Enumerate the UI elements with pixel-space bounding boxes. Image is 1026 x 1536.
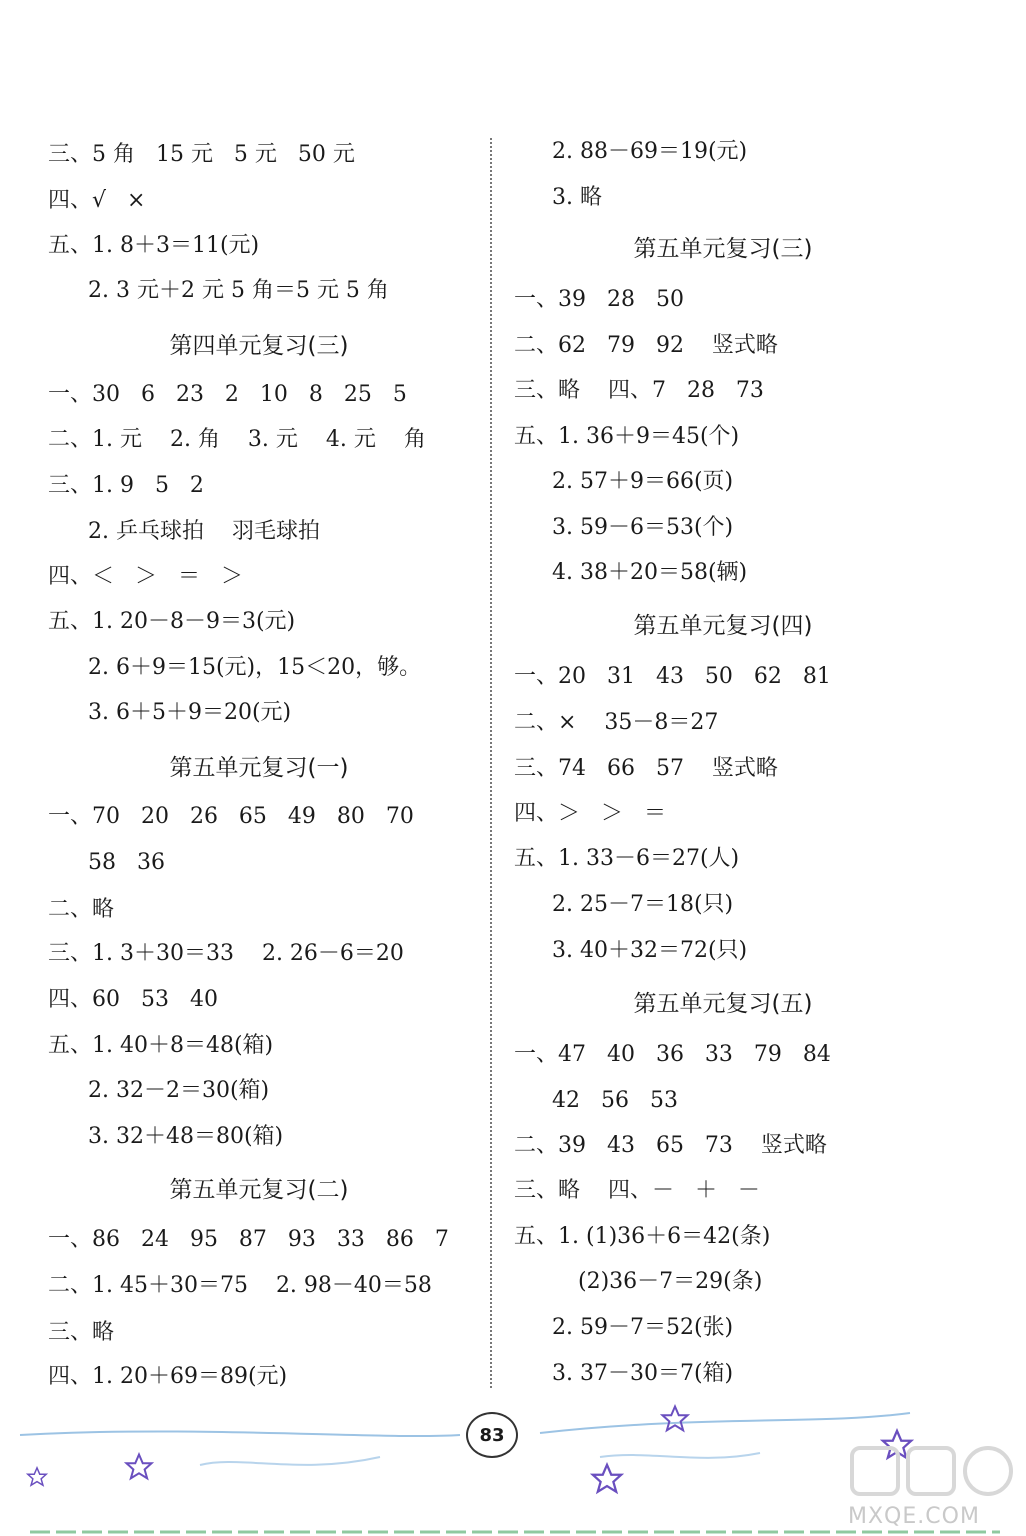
answer-line: 五、1. 8＋3＝11(元) (48, 233, 260, 258)
answer-line: 一、39 28 50 (514, 287, 684, 312)
answer-line: (2)36－7＝29(条) (578, 1269, 763, 1294)
answer-line: 三、74 66 57 竖式略 (514, 756, 778, 781)
star-icon (660, 1404, 690, 1434)
answer-line: 五、1. 36＋9＝45(个) (514, 424, 740, 449)
column-divider (490, 138, 492, 1388)
answer-line: 二、62 79 92 竖式略 (514, 333, 778, 358)
section-heading: 第五单元复习(一) (169, 755, 349, 781)
answer-line: 四、60 53 40 (48, 987, 218, 1012)
answer-line: 2. 59－7＝52(张) (552, 1315, 734, 1340)
answer-line: 2. 57＋9＝66(页) (552, 469, 734, 494)
answer-line: 一、86 24 95 87 93 33 86 7 (48, 1227, 449, 1252)
answer-line: 三、1. 3＋30＝33 2. 26－6＝20 (48, 941, 404, 966)
answer-line: 五、1. 40＋8＝48(箱) (48, 1033, 274, 1058)
answer-line: 四、√ × (48, 188, 146, 213)
answer-line: 2. 32－2＝30(箱) (88, 1078, 270, 1103)
answer-line: 二、1. 元 2. 角 3. 元 4. 元 角 (48, 427, 426, 452)
answer-line: 五、1. (1)36＋6＝42(条) (514, 1224, 771, 1249)
answer-line: 三、1. 9 5 2 (48, 473, 204, 498)
star-icon (26, 1466, 48, 1488)
answer-line: 三、5 角 15 元 5 元 50 元 (48, 142, 355, 167)
answer-line: 三、略 四、7 28 73 (514, 378, 764, 403)
answer-line: 3. 略 (552, 185, 602, 210)
answer-line: 三、略 (48, 1320, 115, 1345)
section-heading: 第四单元复习(三) (169, 333, 349, 359)
answer-line: 四、1. 20＋69＝89(元) (48, 1364, 288, 1389)
answer-line: 3. 40＋32＝72(只) (552, 938, 748, 963)
answer-line: 42 56 53 (552, 1088, 678, 1113)
answer-line: 二、略 (48, 897, 115, 922)
answer-line: 58 36 (88, 850, 165, 875)
section-heading: 第五单元复习(五) (633, 991, 813, 1017)
answer-line: 二、39 43 65 73 竖式略 (514, 1133, 827, 1158)
answer-line: 3. 32＋48＝80(箱) (88, 1124, 284, 1149)
section-heading: 第五单元复习(二) (169, 1177, 349, 1203)
answer-line: 2. 88－69＝19(元) (552, 139, 748, 164)
section-heading: 第五单元复习(四) (633, 613, 813, 639)
answer-line: 2. 6＋9＝15(元)，15＜20，够。 (88, 655, 422, 680)
watermark-text: MXQE.COM (848, 1504, 980, 1529)
answer-line: 二、× 35－8＝27 (514, 710, 719, 735)
answer-line: 一、20 31 43 50 62 81 (514, 664, 831, 689)
answer-line: 3. 37－30＝7(箱) (552, 1361, 734, 1386)
star-icon (590, 1462, 624, 1496)
answer-line: 二、1. 45＋30＝75 2. 98－40＝58 (48, 1273, 432, 1298)
answer-line: 一、70 20 26 65 49 80 70 (48, 804, 414, 829)
answer-line: 五、1. 33－6＝27(人) (514, 846, 740, 871)
answer-line: 四、＜ ＞ ＝ ＞ (48, 564, 243, 589)
answer-line: 四、＞ ＞ ＝ (514, 801, 666, 826)
star-icon (124, 1452, 154, 1482)
answer-line: 一、30 6 23 2 10 8 25 5 (48, 382, 407, 407)
answer-line: 2. 25－7＝18(只) (552, 892, 734, 917)
answer-line: 3. 59－6＝53(个) (552, 515, 734, 540)
answer-line: 三、略 四、－ ＋ － (514, 1178, 760, 1203)
answer-line: 4. 38＋20＝58(辆) (552, 560, 748, 585)
answer-line: 五、1. 20－8－9＝3(元) (48, 609, 296, 634)
answer-line: 一、47 40 36 33 79 84 (514, 1042, 831, 1067)
answer-line: 2. 乒乓球拍 羽毛球拍 (88, 519, 320, 544)
section-heading: 第五单元复习(三) (633, 236, 813, 262)
answer-line: 3. 6＋5＋9＝20(元) (88, 700, 292, 725)
page-number: 83 (466, 1412, 518, 1458)
answer-line: 2. 3 元＋2 元 5 角＝5 元 5 角 (88, 278, 389, 303)
